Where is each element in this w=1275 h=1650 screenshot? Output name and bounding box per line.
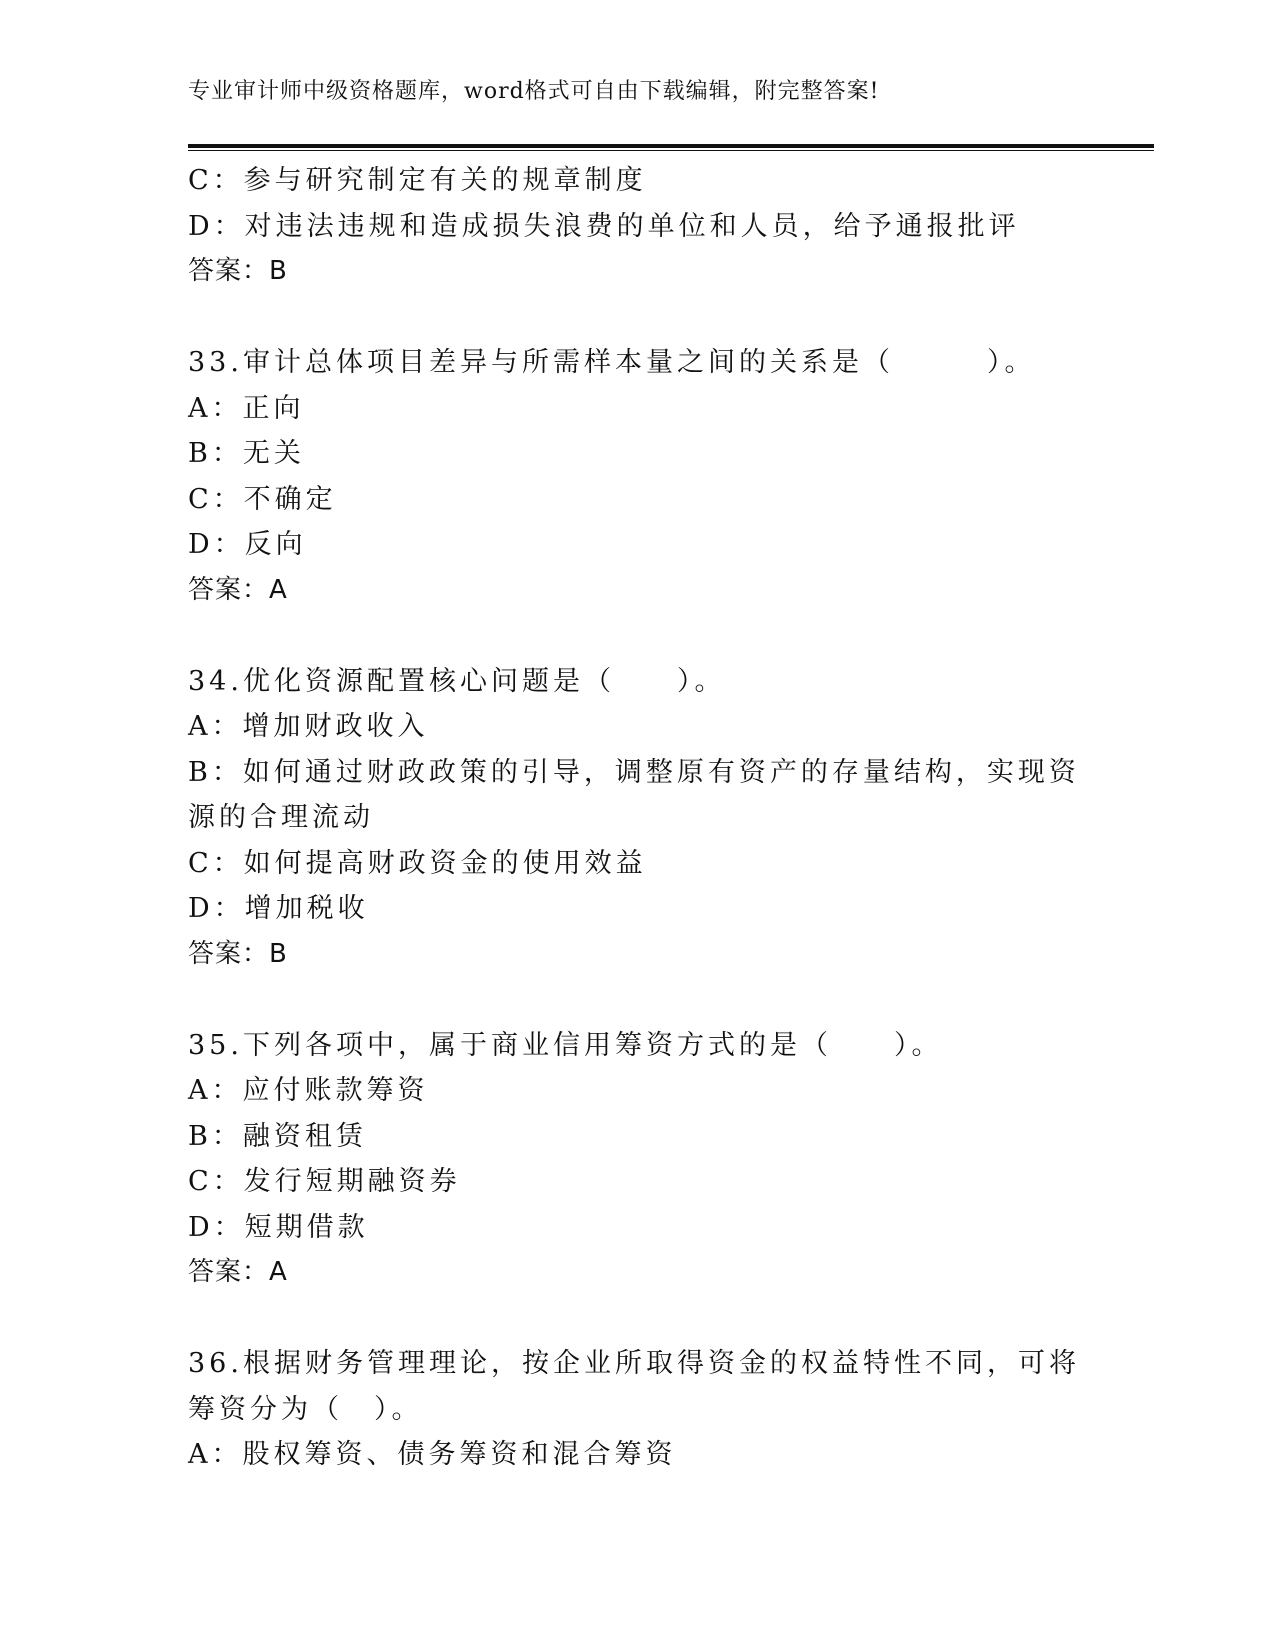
answer: 答案：A (188, 1257, 288, 1287)
question-33 (188, 340, 1088, 613)
header-rule-thick (188, 144, 1154, 148)
option-c: C：不确定 (188, 483, 337, 515)
question-list (188, 158, 1088, 1478)
answer: 答案：A (188, 574, 288, 605)
header-rule-thin (188, 150, 1154, 151)
option-a: A：增加财政收入 (188, 711, 429, 742)
question-36 (188, 1341, 1088, 1478)
question-32-tail (188, 158, 1088, 295)
option-c: C：如何提高财政资金的使用效益 (188, 847, 647, 879)
question-34 (188, 659, 1088, 978)
option-a: A：正向 (188, 392, 305, 424)
answer: 答案：B (188, 938, 288, 969)
option-d: D：反向 (188, 529, 307, 560)
question-35 (188, 1023, 1088, 1296)
answer: 答案：B (188, 256, 288, 286)
page-header: 专业审计师中级资格题库，word格式可自由下载编辑，附完整答案! (188, 79, 880, 104)
option-d: D：增加税收 (188, 893, 369, 924)
option-b: B：无关 (188, 438, 305, 469)
question-stem: 34.优化资源配置核心问题是（ ）。 (188, 665, 726, 697)
option-c: C：参与研究制定有关的规章制度 (188, 165, 647, 196)
option-d: D：对违法违规和造成损失浪费的单位和人员，给予通报批评 (188, 210, 1020, 242)
option-a: A：应付账款筹资 (188, 1075, 429, 1106)
option-b: B：如何通过财政政策的引导，调整原有资产的存量结构，实现资源的合理流动 (188, 756, 1080, 833)
option-d: D：短期借款 (188, 1211, 369, 1243)
question-stem: 35.下列各项中，属于商业信用筹资方式的是（ ）。 (188, 1029, 943, 1061)
option-a: A：股权筹资、债务筹资和混合筹资 (188, 1439, 677, 1470)
option-b: B：融资租赁 (188, 1120, 367, 1152)
question-stem: 33.审计总体项目差异与所需样本量之间的关系是（ ）。 (188, 347, 1036, 378)
question-stem: 36.根据财务管理理论，按企业所取得资金的权益特性不同，可将筹资分为（ ）。 (188, 1348, 1080, 1425)
option-c: C：发行短期融资券 (188, 1166, 461, 1197)
